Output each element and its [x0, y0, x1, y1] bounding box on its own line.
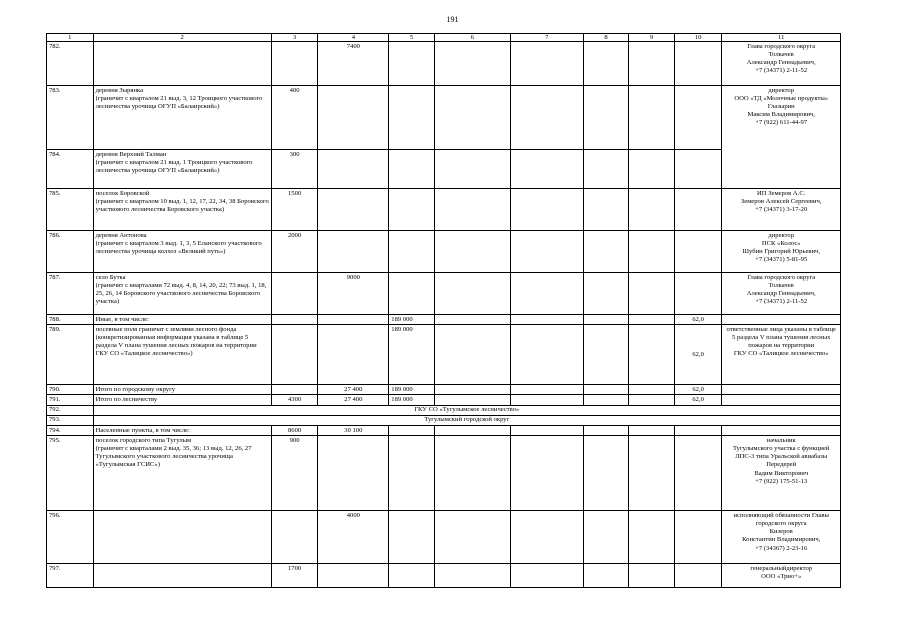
cell — [510, 42, 583, 86]
cell — [722, 395, 841, 405]
contact-cell: ответственные лица указаны в таблице 5 раздела V плана тушения лесных пожаров на территории ГКУ СО «Талицкое лесничество» — [722, 325, 841, 385]
cell — [434, 315, 510, 325]
table-row — [47, 231, 841, 273]
cell — [271, 325, 318, 385]
cell — [389, 42, 435, 86]
contact-cell: директор ООО «ТД «Молочные продукты» Глазырин Максим Владимирович, +7 (922) 611-44-97 — [722, 86, 841, 189]
settlement-cell: деревня Верхний Талман (граничит с кварталом 21 выд. 1 Троицкого участкового лесничества урочища ОГУП «Балаирский») — [93, 150, 271, 189]
cell: 30 100 — [318, 426, 389, 436]
cell: 189 000 — [389, 325, 435, 385]
cell — [510, 325, 583, 385]
col-header-8: 8 — [583, 34, 629, 42]
contact-cell: генеральныйдиректор ООО «Трио+» — [722, 564, 841, 588]
cell: 189 000 — [389, 315, 435, 325]
table-row — [47, 436, 841, 511]
cell: 62,0 — [674, 385, 722, 395]
table-row — [47, 405, 841, 415]
cell — [722, 385, 841, 395]
cell: 27 400 — [318, 385, 389, 395]
cell — [434, 231, 510, 273]
cell — [583, 231, 629, 273]
cell — [583, 564, 629, 588]
table-row — [47, 511, 841, 564]
cell — [434, 436, 510, 511]
cell — [674, 564, 722, 588]
cell: 900 — [271, 436, 318, 511]
cell — [434, 385, 510, 395]
cell — [389, 231, 435, 273]
cell — [510, 150, 583, 189]
cell — [389, 150, 435, 189]
cell — [434, 189, 510, 231]
row-number: 797. — [47, 564, 94, 588]
table-row — [47, 426, 841, 436]
cell — [510, 273, 583, 315]
cell — [629, 325, 675, 385]
cell — [583, 42, 629, 86]
cell — [271, 385, 318, 395]
table-row — [47, 86, 841, 150]
col-header-5: 5 — [389, 34, 435, 42]
cell — [629, 315, 675, 325]
table-row — [47, 395, 841, 405]
cell — [389, 189, 435, 231]
cell — [583, 436, 629, 511]
cell — [93, 42, 271, 86]
row-number: 792. — [47, 405, 94, 415]
label-cell: посевные поля граничат с землями лесного фонда (конкретизированная информация указана в таблице 5 раздела V плана тушения лесных пожаров на территории ГКУ СО «Талицкое лесничество») — [93, 325, 271, 385]
table-row — [47, 189, 841, 231]
row-number: 784. — [47, 150, 94, 189]
cell — [510, 315, 583, 325]
cell — [389, 564, 435, 588]
cell — [510, 511, 583, 564]
col-header-2: 2 — [93, 34, 271, 42]
contact-cell: директор ПСК «Колос» Шубин Григорий Юрьевич, +7 (34371) 5-81-95 — [722, 231, 841, 273]
cell — [674, 42, 722, 86]
cell — [318, 189, 389, 231]
cell — [434, 273, 510, 315]
cell: 62,0 — [674, 395, 722, 405]
cell — [583, 86, 629, 150]
cell — [389, 86, 435, 150]
row-number: 791. — [47, 395, 94, 405]
row-number: 785. — [47, 189, 94, 231]
cell — [93, 511, 271, 564]
cell: 62,0 — [674, 315, 722, 325]
cell — [583, 325, 629, 385]
cell — [271, 273, 318, 315]
cell — [583, 315, 629, 325]
cell: 4300 — [271, 395, 318, 405]
cell — [318, 325, 389, 385]
page-number: 191 — [446, 15, 459, 24]
cell — [389, 426, 435, 436]
settlement-cell: деревня Антонова (граничит с кварталом 3 выд. 1, 3, 5 Еланского участкового лесничества урочища колхоз «Великий путь») — [93, 231, 271, 273]
table-row — [47, 273, 841, 315]
cell — [434, 325, 510, 385]
col-header-6: 6 — [434, 34, 510, 42]
table-row — [47, 325, 841, 385]
cell — [583, 395, 629, 405]
cell — [434, 511, 510, 564]
cell: 2000 — [271, 231, 318, 273]
row-number: 794. — [47, 426, 94, 436]
cell — [434, 42, 510, 86]
cell — [674, 150, 722, 189]
cell — [434, 150, 510, 189]
cell — [318, 86, 389, 150]
cell — [629, 273, 675, 315]
cell — [318, 315, 389, 325]
cell — [510, 189, 583, 231]
settlement-cell: село Бутка (граничит с кварталами 72 выд. 4, 8, 14, 20, 22; 73 выд. 1, 18, 25, 26, 14 Боровского участкового лесничества Боровского участка) — [93, 273, 271, 315]
cell — [674, 436, 722, 511]
cell — [510, 426, 583, 436]
cell: 189 000 — [389, 385, 435, 395]
row-number: 790. — [47, 385, 94, 395]
column-number-row — [47, 34, 841, 42]
cell — [629, 385, 675, 395]
col-header-3: 3 — [271, 34, 318, 42]
cell — [434, 86, 510, 150]
cell — [510, 436, 583, 511]
settlement-cell: деревня Зырянка (граничит с кварталом 21 выд. 3, 12 Троицкого участкового лесничества урочища ОГУП «Балаирский») — [93, 86, 271, 150]
cell — [510, 86, 583, 150]
cell — [583, 273, 629, 315]
row-number: 788. — [47, 315, 94, 325]
cell: 1700 — [271, 564, 318, 588]
cell — [629, 436, 675, 511]
cell: 62,0 — [674, 325, 722, 385]
cell — [318, 564, 389, 588]
cell — [674, 231, 722, 273]
col-header-1: 1 — [47, 34, 94, 42]
cell — [389, 511, 435, 564]
row-number: 795. — [47, 436, 94, 511]
section-heading: ГКУ СО «Тугулымское лесничество» — [93, 405, 840, 415]
cell — [629, 395, 675, 405]
cell — [389, 273, 435, 315]
cell — [674, 511, 722, 564]
contact-cell: Глава городского округа Толкачев Александр Геннадьевич, +7 (34371) 2-11-52 — [722, 273, 841, 315]
col-header-9: 9 — [629, 34, 675, 42]
cell — [583, 426, 629, 436]
row-number: 789. — [47, 325, 94, 385]
row-number: 786. — [47, 231, 94, 273]
col-header-11: 11 — [722, 34, 841, 42]
cell — [629, 86, 675, 150]
cell — [510, 385, 583, 395]
cell: 1500 — [271, 189, 318, 231]
cell — [271, 511, 318, 564]
cell — [271, 42, 318, 86]
table-row — [47, 150, 841, 189]
table-row — [47, 564, 841, 588]
cell — [434, 395, 510, 405]
cell: 300 — [271, 150, 318, 189]
cell — [629, 231, 675, 273]
forest-fire-table — [46, 33, 841, 588]
row-number: 782. — [47, 42, 94, 86]
cell — [583, 511, 629, 564]
cell — [318, 231, 389, 273]
label-cell: Населенные пункты, в том числе: — [93, 426, 271, 436]
cell — [629, 189, 675, 231]
cell — [583, 189, 629, 231]
contact-cell: исполняющий обязанности Главы городского округа Кизеров Константин Владимирович, +7 (34367) 2-23-16 — [722, 511, 841, 564]
cell — [583, 385, 629, 395]
label-cell: Иные, в том числе: — [93, 315, 271, 325]
settlement-cell: поселок городского типа Тугулым (граничит с кварталами 2 выд. 35, 36; 13 выд. 12, 26, 27 Тугулымского участкового лесничества урочища «Тугулымская ГСИС») — [93, 436, 271, 511]
contact-cell: Глава городского округа Толкачев Александр Геннадьевич, +7 (34371) 2-11-52 — [722, 42, 841, 86]
cell — [722, 315, 841, 325]
row-number: 783. — [47, 86, 94, 150]
cell — [434, 426, 510, 436]
table-row — [47, 415, 841, 425]
row-number: 793. — [47, 415, 94, 425]
cell: 9000 — [318, 273, 389, 315]
cell: 27 400 — [318, 395, 389, 405]
contact-cell: начальник Тугулымского участка с функцией ЛПС-3 типа Уральской авиабазы Передерей Вадим Викторович +7 (922) 175-51-13 — [722, 436, 841, 511]
col-header-7: 7 — [510, 34, 583, 42]
cell — [318, 150, 389, 189]
cell — [674, 189, 722, 231]
cell — [674, 426, 722, 436]
cell — [629, 42, 675, 86]
cell: 8600 — [271, 426, 318, 436]
settlement-cell: поселок Боровской (граничит с кварталом 10 выд. 1, 12, 17, 22, 34, 38 Боровского участкового лесничества Боровского участка) — [93, 189, 271, 231]
cell — [389, 436, 435, 511]
cell — [629, 150, 675, 189]
cell — [434, 564, 510, 588]
cell — [510, 231, 583, 273]
table-row — [47, 385, 841, 395]
col-header-10: 10 — [674, 34, 722, 42]
cell: 7400 — [318, 42, 389, 86]
cell — [583, 150, 629, 189]
cell: 400 — [271, 86, 318, 150]
cell — [674, 86, 722, 150]
cell — [629, 426, 675, 436]
row-number: 796. — [47, 511, 94, 564]
cell — [629, 564, 675, 588]
label-cell: Итого по лесничеству — [93, 395, 271, 405]
cell — [629, 511, 675, 564]
contact-cell: ИП Земеров А.С. Земеров Алексей Сергеевич, +7 (34371) 3-17-20 — [722, 189, 841, 231]
cell — [510, 395, 583, 405]
cell: 4000 — [318, 511, 389, 564]
cell — [674, 273, 722, 315]
cell — [722, 426, 841, 436]
row-number: 787. — [47, 273, 94, 315]
cell — [510, 564, 583, 588]
table-row — [47, 42, 841, 86]
label-cell: Итого по городскому округу — [93, 385, 271, 395]
cell — [271, 315, 318, 325]
col-header-4: 4 — [318, 34, 389, 42]
section-heading: Тугулымский городской округ — [93, 415, 840, 425]
cell — [318, 436, 389, 511]
cell — [93, 564, 271, 588]
table-row — [47, 315, 841, 325]
cell: 189 000 — [389, 395, 435, 405]
